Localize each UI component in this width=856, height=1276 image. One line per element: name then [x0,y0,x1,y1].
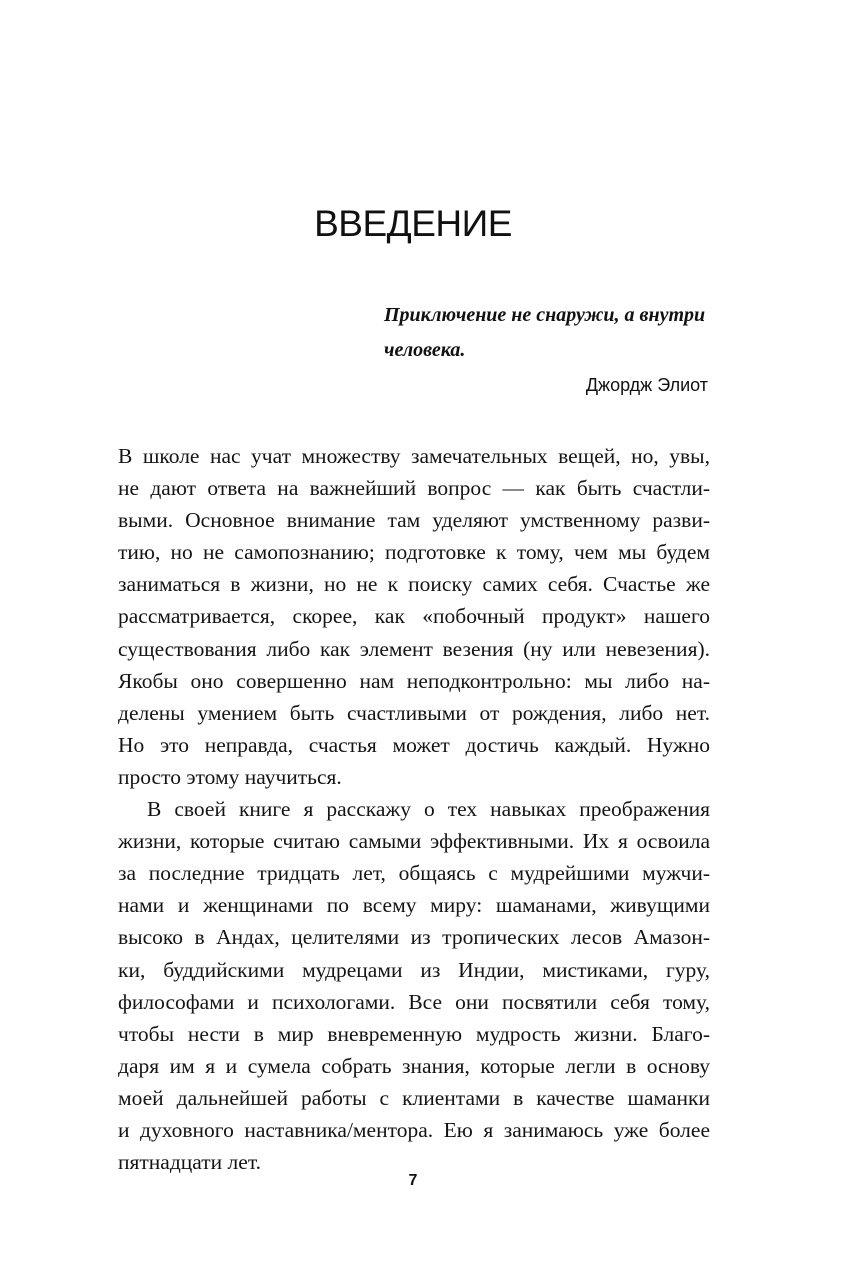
chapter-title: ВВЕДЕНИЕ [314,203,512,244]
text-line: и духовного наставника/ментора. Ею я занимаюсь уже более [118,1117,710,1142]
text-line: Но это неправда, счастья может достичь каждый. Нужно [118,732,710,757]
epigraph-author: Джордж Элиот [585,375,708,395]
text-line: заниматься в жизни, но не к поиску самих себя. Счастье же [118,572,710,597]
text-line: существования либо как элемент везения (ну или невезения). [118,636,710,661]
epigraph-quote: Приключение не снаружи, а внутри человека. [384,304,706,361]
text-line: Якобы оно совершенно нам неподконтрольно: мы либо на- [118,668,710,693]
text-line: просто этому научиться. [118,764,342,789]
page-number: 7 [408,1172,418,1189]
paragraph [118,793,710,1178]
text-line: рассматривается, скорее, как «побочный продукт» нашего [118,604,710,629]
paragraph [118,440,710,793]
text-line: философами и психологами. Все они посвятили себя тому, [118,989,710,1014]
text-line: В школе нас учат множеству замечательных вещей, но, увы, [118,444,710,468]
text-line: не дают ответа на важнейший вопрос — как быть счастли- [118,476,710,501]
text-line: жизни, которые считаю самыми эффективными. Их я освоила [118,829,710,854]
text-line: нами и женщинами по всему миру: шаманами, живущими [118,893,710,918]
text-line: В своей книге я расскажу о тех навыках преображения [147,797,710,822]
text-line: высоко в Андах, целителями из тропических лесов Амазон- [118,925,710,950]
text-line: ки, буддийскими мудрецами из Индии, мистиками, гуру, [118,957,710,982]
text-line: даря им я и сумела собрать знания, которые легли в основу [118,1053,710,1078]
text-line: делены умением быть счастливыми от рождения, либо нет. [118,700,710,725]
text-line: пятнадцати лет. [118,1150,261,1175]
body-text [118,440,710,1178]
text-line: тию, но не самопознанию; подготовке к тому, чем мы будем [118,540,710,565]
text-line: чтобы нести в мир вневременную мудрость жизни. Благо- [118,1021,710,1046]
text-line: выми. Основное внимание там уделяют умственному разви- [118,508,710,533]
text-line: за последние тридцать лет, общаясь с мудрейшими мужчи- [118,861,710,886]
text-line: моей дальнейшей работы с клиентами в качестве шаманки [118,1085,710,1110]
